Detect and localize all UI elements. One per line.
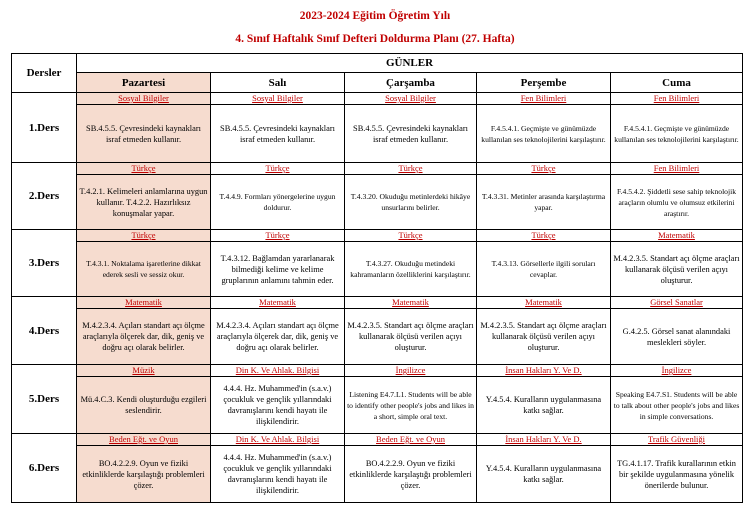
subject-name: Türkçe — [211, 163, 344, 175]
document-title: 2023-2024 Eğitim Öğretim Yılı — [299, 10, 451, 22]
lesson-cell — [477, 434, 611, 503]
gunler-header: GÜNLER — [77, 54, 743, 73]
plan-body — [12, 93, 743, 503]
document-subtitle: 4. Sınıf Haftalık Sınıf Defteri Doldurma Planı (27. Hafta) — [235, 33, 515, 45]
objective-text: TG.4.1.17. Trafik kurallarının etkin bir şekilde uygulanmasına yönelik önerilerde bulunur. — [617, 458, 736, 490]
subject-name: Trafik Güvenliği — [611, 434, 742, 446]
subject-name: Sosyal Bilgiler — [77, 93, 210, 105]
lesson-cell — [477, 230, 611, 297]
objective-text: T.4.3.31. Metinler arasında karşılaştırma yapar. — [481, 192, 606, 212]
subject-name: Sosyal Bilgiler — [211, 93, 344, 105]
lesson-cell — [77, 434, 211, 503]
lesson-cell — [345, 365, 477, 434]
day-header-pazartesi: Pazartesi — [77, 73, 211, 93]
subject-name: Fen Bilimleri — [611, 163, 742, 175]
lesson-cell — [345, 163, 477, 230]
objective-text: F.4.5.4.2. Şiddetli sese sahip teknolojik araçların olumlu ve olumsuz etkilerini araştırır. — [617, 186, 736, 218]
lesson-cell — [211, 230, 345, 297]
lesson-row — [12, 434, 743, 503]
objective-text: T.4.3.27. Okuduğu metindeki kahramanların özelliklerini karşılaştırır. — [350, 259, 471, 279]
subject-name: Türkçe — [345, 163, 476, 175]
lesson-cell — [477, 163, 611, 230]
lesson-cell — [345, 230, 477, 297]
subject-name: Türkçe — [211, 230, 344, 242]
subject-name: Beden Eğt. ve Oyun — [345, 434, 476, 446]
lesson-row — [12, 297, 743, 365]
lesson-cell — [211, 93, 345, 163]
subject-name: İngilizce — [345, 365, 476, 377]
subject-name: Türkçe — [345, 230, 476, 242]
objective-text: Y.4.5.4. Kuralların uygulanmasına katkı sağlar. — [485, 395, 602, 415]
lesson-cell — [345, 93, 477, 163]
lesson-cell — [611, 230, 743, 297]
objective-text: M.4.2.3.5. Standart açı ölçme araçları kullanarak ölçüsü verilen açıyı oluşturur. — [347, 321, 474, 352]
day-header-sali: Salı — [211, 73, 345, 93]
lesson-cell — [77, 365, 211, 434]
subject-name: Türkçe — [77, 163, 210, 175]
subject-name: İnsan Hakları Y. Ve D. — [477, 434, 610, 446]
subject-name: Matematik — [211, 297, 344, 309]
objective-text: F.4.5.4.1. Geçmişte ve günümüzde kullanılan ses teknolojilerini karşılaştırır. — [614, 123, 739, 144]
subject-name: Matematik — [477, 297, 610, 309]
subject-name: Sosyal Bilgiler — [345, 93, 476, 105]
lesson-cell — [477, 365, 611, 434]
lesson-row — [12, 230, 743, 297]
objective-text: T.4.2.1. Kelimeleri anlamlarına uygun kullanır. T.4.2.2. Hazırlıksız konuşmalar yapar. — [79, 186, 208, 218]
lesson-label: 1.Ders — [12, 93, 77, 163]
lesson-cell — [611, 93, 743, 163]
lesson-cell — [77, 230, 211, 297]
objective-text: Mü.4.C.3. Kendi oluşturduğu ezgileri seslendirir. — [80, 395, 207, 415]
lesson-row — [12, 163, 743, 230]
lesson-cell — [77, 163, 211, 230]
lesson-cell — [345, 297, 477, 365]
lesson-cell — [211, 297, 345, 365]
subject-name: Matematik — [611, 230, 742, 242]
objective-text: SB.4.5.5. Çevresindeki kaynakları israf etmeden kullanır. — [86, 123, 201, 144]
subject-name: İngilizce — [611, 365, 742, 377]
objective-text: Speaking E4.7.S1. Students will be able to talk about other people's jobs and likes in simple conversations. — [613, 389, 740, 421]
objective-text: SB.4.5.5. Çevresindeki kaynakları israf etmeden kullanır. — [353, 123, 468, 144]
subject-name: Matematik — [345, 297, 476, 309]
lesson-label: 6.Ders — [12, 434, 77, 503]
weekly-plan-table — [11, 53, 743, 503]
lesson-cell — [211, 434, 345, 503]
lesson-cell — [611, 297, 743, 365]
lesson-cell — [77, 297, 211, 365]
subject-name: Beden Eğt. ve Oyun — [77, 434, 210, 446]
lesson-row — [12, 365, 743, 434]
lesson-label: 3.Ders — [12, 230, 77, 297]
lesson-cell — [611, 365, 743, 434]
subject-name: Fen Bilimleri — [477, 93, 610, 105]
lesson-label: 5.Ders — [12, 365, 77, 434]
lesson-cell — [611, 434, 743, 503]
day-header-carsamba: Çarşamba — [345, 73, 477, 93]
objective-text: T.4.3.20. Okuduğu metinlerdeki hikâye unsurlarını belirler. — [350, 192, 471, 212]
objective-text: T.4.3.13. Görsellerle ilgili soruları cevaplar. — [491, 259, 596, 279]
objective-text: T.4.3.12. Bağlamdan yararlanarak bilmediği kelime ve kelime gruplarının anlamını tahmin eder. — [220, 253, 335, 285]
subject-name: Matematik — [77, 297, 210, 309]
lesson-cell — [345, 434, 477, 503]
lesson-label: 2.Ders — [12, 163, 77, 230]
objective-text: T.4.3.1. Noktalama işaretlerine dikkat ederek sesli ve sessiz okur. — [86, 259, 201, 279]
objective-text: BO.4.2.2.9. Oyun ve fiziki etkinliklerde karşılaştığı problemleri çözer. — [82, 458, 205, 490]
subject-name: Müzik — [77, 365, 210, 377]
lesson-cell — [211, 163, 345, 230]
objective-text: SB.4.5.5. Çevresindeki kaynakları israf etmeden kullanır. — [220, 123, 335, 144]
objective-text: 4.4.4. Hz. Muhammed'in (s.a.v.) çocukluk ve gençlik yıllarındaki davranışlarını kendi hayatı ile ilişkilendirir. — [223, 453, 332, 495]
lesson-cell — [211, 365, 345, 434]
lesson-cell — [477, 93, 611, 163]
lesson-cell — [77, 93, 211, 163]
subject-name: Görsel Sanatlar — [611, 297, 742, 309]
day-header-persembe: Perşembe — [477, 73, 611, 93]
subject-name: Din K. Ve Ahlak. Bilgisi — [211, 434, 344, 446]
lesson-cell — [611, 163, 743, 230]
objective-text: M.4.2.3.4. Açıları standart açı ölçme araçlarıyla ölçerek dar, dik, geniş ve doğru açı olarak belirler. — [216, 321, 339, 352]
objective-text: T.4.4.9. Formları yönergelerine uygun doldurur. — [219, 192, 336, 212]
objective-text: F.4.5.4.1. Geçmişte ve günümüzde kullanılan ses teknolojilerini karşılaştırır. — [481, 123, 606, 144]
lesson-cell — [477, 297, 611, 365]
subject-name: Türkçe — [477, 230, 610, 242]
objective-text: 4.4.4. Hz. Muhammed'in (s.a.v.) çocukluk ve gençlik yıllarındaki davranışlarını kendi hayatı ile ilişkilendirir. — [223, 384, 332, 426]
objective-text: M.4.2.3.5. Standart açı ölçme araçları kullanarak ölçüsü verilen açıyı oluşturur. — [613, 253, 740, 285]
lesson-label: 4.Ders — [12, 297, 77, 365]
objective-text: M.4.2.3.5. Standart açı ölçme araçları kullanarak ölçüsü verilen açıyı oluşturur. — [480, 321, 607, 352]
objective-text: BO.4.2.2.9. Oyun ve fiziki etkinliklerde karşılaştığı problemleri çözer. — [349, 458, 472, 490]
subject-name: Fen Bilimleri — [611, 93, 742, 105]
subject-name: Din K. Ve Ahlak. Bilgisi — [211, 365, 344, 377]
lesson-row — [12, 93, 743, 163]
objective-text: Y.4.5.4. Kuralların uygulanmasına katkı sağlar. — [485, 464, 602, 484]
objective-text: G.4.2.5. Görsel sanat alanındaki meslekleri söyler. — [622, 326, 731, 347]
subject-name: Türkçe — [477, 163, 610, 175]
subject-name: İnsan Hakları Y. Ve D. — [477, 365, 610, 377]
subject-name: Türkçe — [77, 230, 210, 242]
day-header-cuma: Cuma — [611, 73, 743, 93]
objective-text: M.4.2.3.4. Açıları standart açı ölçme araçlarıyla ölçerek dar, dik, geniş ve doğru açı olarak belirler. — [82, 321, 205, 352]
objective-text: Listening E4.7.L1. Students will be able to identify other people's jobs and likes in a short, simple oral text. — [347, 389, 474, 421]
dersler-header: Dersler — [12, 54, 77, 93]
